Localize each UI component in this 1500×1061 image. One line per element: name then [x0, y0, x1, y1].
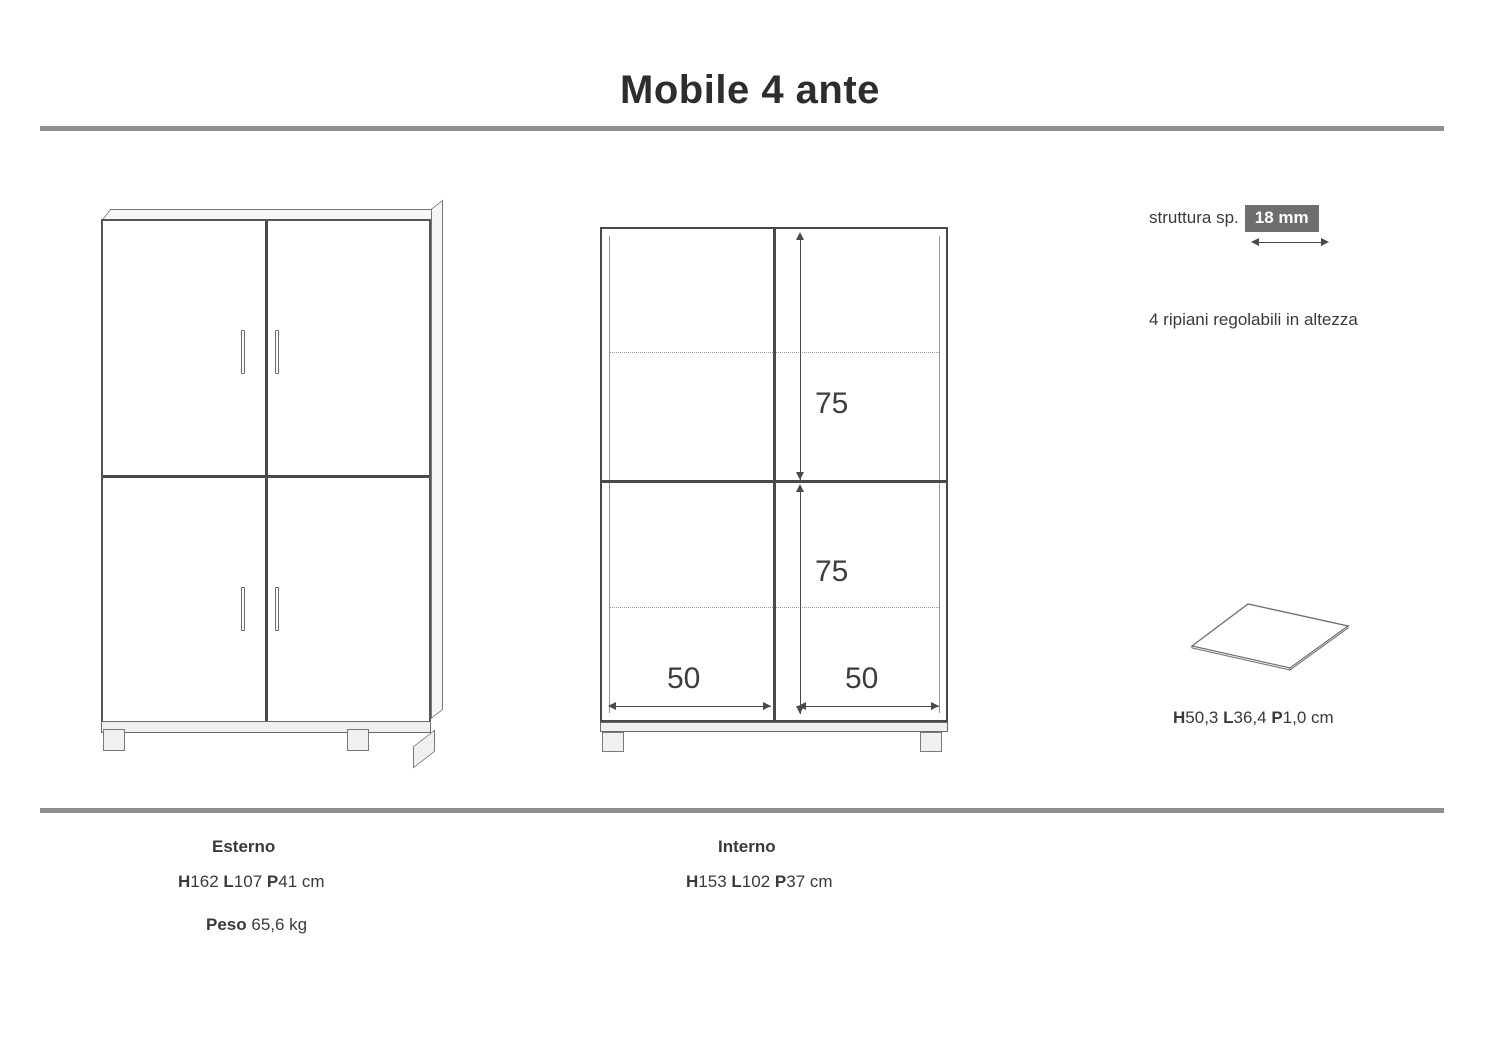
interior-center-divider: [773, 229, 776, 720]
interior-foot-left: [602, 732, 624, 752]
interior-right-inner-line: [939, 236, 940, 713]
shelf-dim-l-key: L: [1223, 708, 1234, 727]
interior-dim-p-key: P: [774, 872, 787, 891]
cabinet-foot-middle: [347, 729, 369, 751]
interior-adjustable-shelf-3: [610, 607, 773, 608]
page-title: Mobile 4 ante: [620, 68, 880, 112]
exterior-cabinet-drawing: [95, 205, 475, 775]
interior-dim-h-value: 153: [698, 872, 727, 891]
dim-line-top-vertical: [800, 235, 801, 480]
shelf-dim-h-key: H: [1173, 708, 1186, 727]
door-handle-bottom-left: [241, 587, 245, 631]
structure-thickness-spec: [1149, 205, 1319, 232]
shelf-dim-l-value: 36,4: [1233, 708, 1267, 727]
thickness-arrow-row: [1251, 238, 1331, 246]
dim-arrow-top-down: [796, 472, 804, 480]
dim-line-right-horizontal: [801, 706, 939, 707]
exterior-dim-p-key: P: [266, 872, 279, 891]
structure-thickness-badge: 18 mm: [1245, 205, 1319, 232]
door-handle-bottom-right: [275, 587, 279, 631]
interior-caption-heading: Interno: [718, 837, 776, 856]
shelf-panel-isometric-svg: [1190, 600, 1350, 672]
cabinet-plinth: [101, 721, 431, 733]
divider-top: [40, 126, 1444, 131]
dim-arrow-right-end: [931, 702, 939, 710]
door-handle-top-left: [241, 330, 245, 374]
shelf-dim-p-key: P: [1271, 708, 1283, 727]
interior-dim-p-value: 37: [786, 872, 806, 891]
dim-arrow-bottom-up: [796, 484, 804, 492]
dim-arrow-left-start: [608, 702, 616, 710]
interior-dim-unit: cm: [809, 872, 833, 891]
dim-arrow-left-end: [763, 702, 771, 710]
exterior-dim-unit: cm: [301, 872, 325, 891]
dim-line-bottom-vertical: [800, 487, 801, 714]
dim-label-right-horizontal: 50: [845, 662, 879, 695]
shelf-dim-h-value: 50,3: [1185, 708, 1219, 727]
interior-plinth: [600, 722, 948, 732]
structure-thickness-label: struttura sp.: [1149, 207, 1239, 227]
cabinet-vertical-divider: [265, 221, 268, 727]
interior-adjustable-shelf-1: [610, 352, 773, 353]
dim-label-bottom-vertical: 75: [815, 555, 849, 588]
dim-arrow-right-start: [798, 702, 806, 710]
thickness-arrow-right: [1321, 238, 1329, 246]
interior-foot-right: [920, 732, 942, 752]
thickness-arrow-left: [1251, 238, 1259, 246]
interior-caption-dims: [686, 872, 833, 892]
dim-line-left-horizontal: [611, 706, 771, 707]
interior-middle-shelf: [602, 480, 946, 483]
dim-label-left-horizontal: 50: [667, 662, 701, 695]
shelf-panel-dimensions: [1173, 708, 1334, 728]
exterior-caption-heading: Esterno: [212, 837, 276, 856]
interior-dim-l-value: 102: [741, 872, 771, 891]
cabinet-foot-right: [413, 729, 435, 768]
weight-label: Peso: [206, 915, 247, 934]
exterior-dim-h-key: H: [178, 872, 191, 891]
dim-arrow-top-up: [796, 232, 804, 240]
shelf-dim-unit: cm: [1311, 708, 1334, 727]
divider-bottom: [40, 808, 1444, 813]
interior-dim-l-key: L: [731, 872, 742, 891]
door-handle-top-right: [275, 330, 279, 374]
interior-cabinet-drawing: [595, 222, 965, 782]
cabinet-foot-left: [103, 729, 125, 751]
exterior-dim-h-value: 162: [190, 872, 219, 891]
shelf-dim-p-value: 1,0: [1282, 708, 1307, 727]
adjustable-shelves-note: 4 ripiani regolabili in altezza: [1149, 310, 1358, 329]
exterior-caption-dims: [178, 872, 325, 892]
thickness-dim-line: [1255, 242, 1327, 243]
exterior-dim-p-value: 41: [278, 872, 298, 891]
cabinet-side-panel: [431, 200, 443, 719]
interior-left-inner-line: [609, 236, 610, 713]
dim-label-top-vertical: 75: [815, 387, 849, 420]
weight-row: [206, 915, 307, 935]
exterior-dim-l-key: L: [223, 872, 234, 891]
interior-dim-h-key: H: [686, 872, 699, 891]
shelf-panel-icon: [1190, 600, 1350, 672]
weight-value: 65,6 kg: [251, 915, 308, 934]
exterior-dim-l-value: 107: [233, 872, 263, 891]
